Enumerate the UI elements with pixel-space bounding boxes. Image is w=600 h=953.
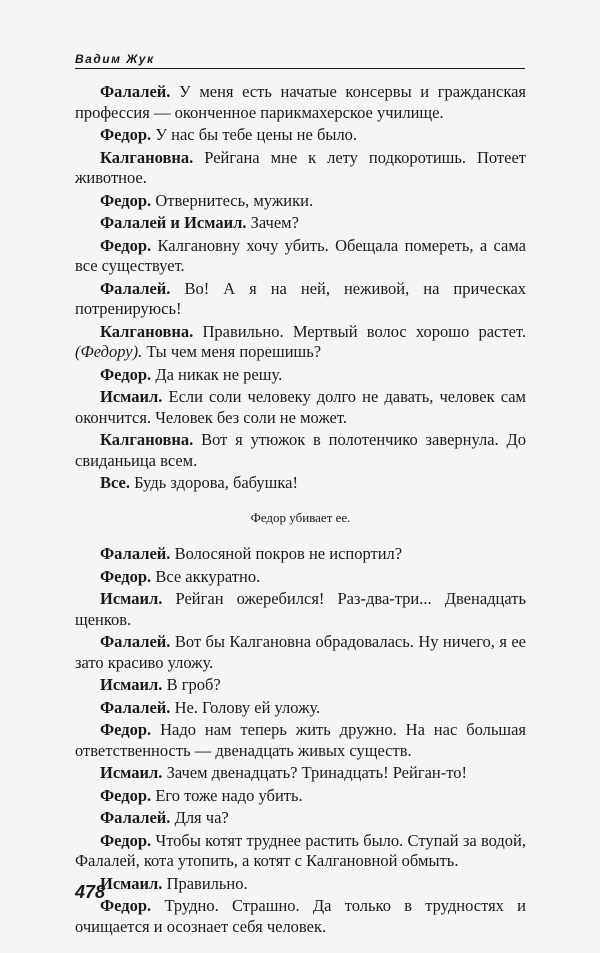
line-text: Зачем двенадцать? Тринадцать! Рейган-то! (166, 763, 467, 782)
line-text: Для ча? (174, 808, 229, 827)
speaker-name: Федор. (100, 896, 152, 915)
dialogue-line (75, 763, 526, 784)
header-author: Вадим Жук (75, 52, 155, 66)
speaker-name: Исмаил. (100, 387, 163, 406)
stage-direction: Федор убивает ее. (250, 509, 351, 525)
dialogue-line (75, 279, 526, 320)
dialogue-line (75, 831, 526, 872)
speaker-name: Исмаил. (100, 873, 163, 893)
dialogue-line (75, 698, 526, 719)
dialogue-line (75, 632, 526, 673)
dialogue-line (75, 589, 526, 630)
dialogue-line (75, 567, 526, 588)
line-text: Его тоже надо убить. (155, 785, 303, 805)
dialogue-line (75, 322, 526, 363)
line-text: Отвернитесь, мужики. (155, 190, 314, 210)
dialogue-line (75, 82, 526, 123)
speaker-name: Исмаил. (100, 763, 163, 782)
speaker-name: Федор. (100, 566, 152, 586)
dialogue-line (75, 786, 526, 807)
line-text: Правильно. Мертвый волос хорошо растет. (Федору). Ты чем меня порешишь? (75, 321, 526, 361)
line-text: Волосяной покров не испортил? (174, 544, 403, 563)
header-rule (75, 68, 525, 69)
speaker-name: Федор. (100, 235, 152, 255)
speaker-name: Федор. (100, 785, 152, 805)
line-text: Зачем? (250, 213, 299, 232)
line-text: Вот бы Калгановна обрадовалась. Ну ничего, я ее зато красиво уложу. (75, 632, 526, 672)
line-text: Да никак не решу. (155, 364, 283, 384)
speaker-name: Фалалей и Исмаил. (100, 213, 247, 232)
dialogue-line (75, 675, 526, 696)
line-text: Правильно. (166, 873, 248, 893)
dialogue-line (75, 473, 526, 494)
speaker-name: Фалалей. (100, 808, 171, 827)
running-header (75, 52, 525, 69)
line-text: Во! А я на ней, неживой, на прическах потренируюсь! (75, 278, 527, 318)
line-text: У нас бы тебе цены не было. (155, 125, 358, 144)
speaker-name: Федор. (100, 720, 152, 739)
speaker-name: Калгановна. (100, 430, 194, 449)
line-text: Не. Голову ей уложу. (174, 697, 321, 717)
line-text: В гроб? (166, 675, 221, 694)
speaker-name: Все. (100, 473, 130, 492)
line-text: Вот я утюжок в полотенчико завернула. До свиданьица всем. (75, 430, 527, 470)
speaker-name: Фалалей. (100, 544, 171, 563)
speaker-name: Калгановна. (100, 147, 194, 167)
line-text: Чтобы котят труднее растить было. Ступай за водой, Фалалей, кота утопить, а котят с Калгановной обмыть. (75, 830, 527, 870)
dialogue-line (75, 365, 526, 386)
page-content (75, 82, 526, 939)
speaker-name: Федор. (100, 364, 152, 384)
line-text: Калгановну хочу убить. Обещала помереть, а сама все существует. (75, 235, 526, 275)
speaker-name: Фалалей. (100, 632, 171, 651)
dialogue-line (75, 896, 526, 937)
dialogue-line (75, 125, 526, 146)
dialogue-line (75, 808, 526, 829)
speaker-name: Федор. (100, 190, 152, 210)
dialogue-line (75, 213, 526, 234)
dialogue-line (75, 430, 526, 471)
speaker-name: Фалалей. (100, 697, 171, 717)
line-text: У меня есть начатые консервы и гражданская профессия — оконченное парикмахерское училище. (75, 82, 527, 122)
dialogue-line (75, 387, 526, 428)
line-text: Будь здорова, бабушка! (134, 473, 298, 492)
speaker-name: Федор. (100, 830, 152, 850)
speaker-name: Фалалей. (100, 82, 171, 101)
dialogue-line (75, 874, 526, 895)
dialogue-line (75, 236, 526, 277)
line-text: Трудно. Страшно. Да только в трудностях и очищается и осознает себя человек. (75, 896, 526, 936)
line-text: Рейган ожеребился! Раз-два-три... Двенадцать щенков. (75, 589, 526, 629)
speaker-name: Федор. (100, 125, 152, 144)
line-text: Рейгана мне к лету подкоротишь. Потеет животное. (75, 147, 526, 187)
dialogue-before (75, 82, 526, 494)
dialogue-after (75, 544, 526, 937)
speaker-name: Исмаил. (100, 675, 163, 694)
speaker-name: Фалалей. (100, 278, 171, 298)
line-text: Надо нам теперь жить дружно. На нас большая ответственность — двенадцать живых существ. (75, 720, 527, 760)
dialogue-line (75, 148, 526, 189)
speaker-name: Калгановна. (100, 321, 194, 341)
speaker-name: Исмаил. (100, 589, 163, 608)
line-text: Все аккуратно. (155, 566, 261, 586)
dialogue-line (75, 191, 526, 212)
dialogue-line (75, 544, 526, 565)
line-text: Если соли человеку долго не давать, человек сам окончится. Человек без соли не может. (75, 387, 526, 427)
stage-remark: (Федору). (75, 342, 143, 361)
page-number: 478 (75, 882, 106, 902)
dialogue-line (75, 720, 526, 761)
